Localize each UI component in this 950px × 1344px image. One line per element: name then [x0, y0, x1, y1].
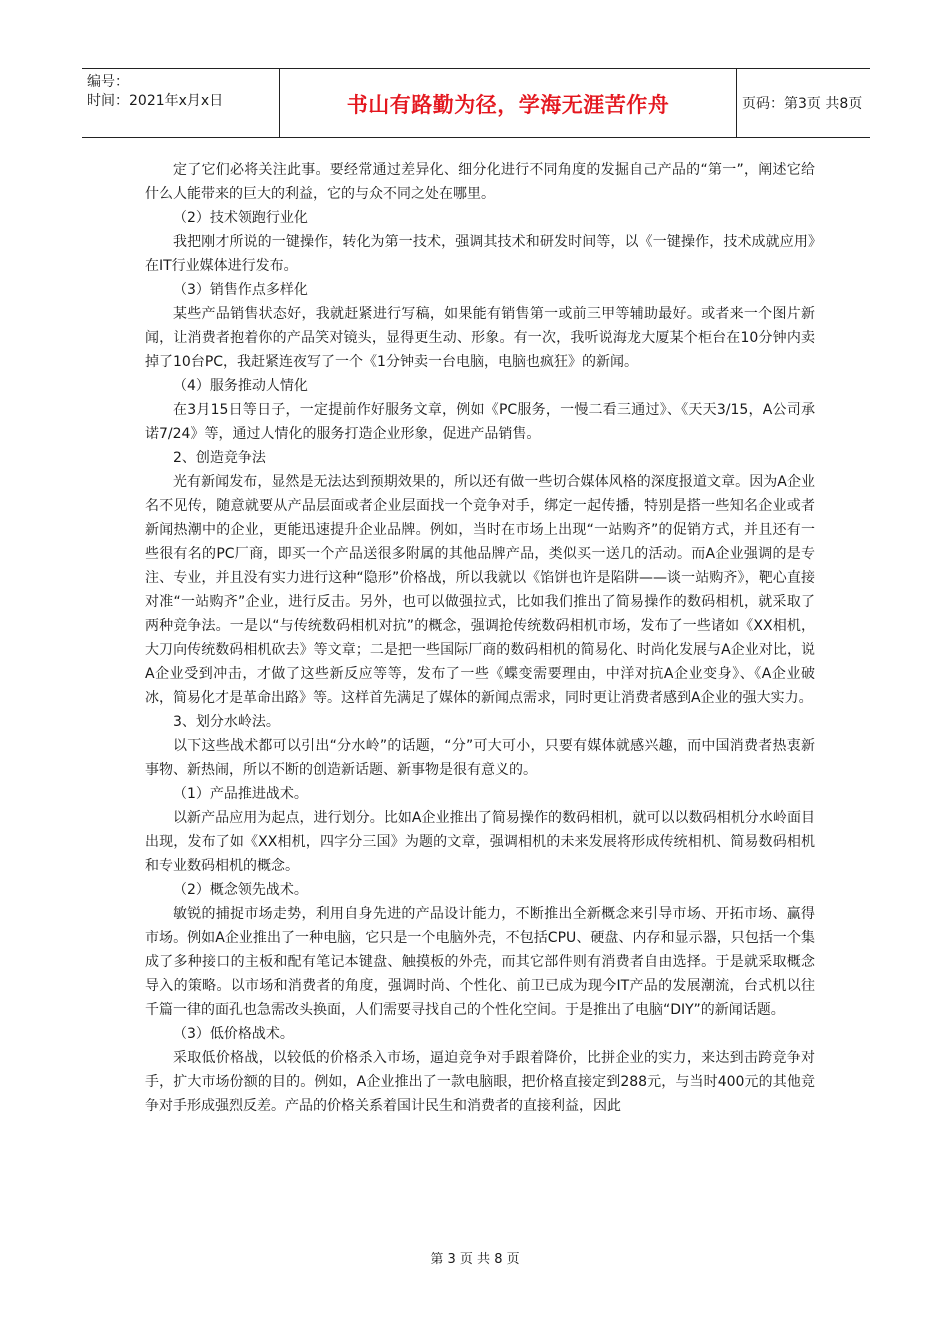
- header-motto: 书山有路勤为径，学海无涯苦作舟: [346, 93, 670, 117]
- section-heading: （2）技术领跑行业化: [173, 210, 308, 226]
- header-meta: [82, 69, 279, 137]
- page-header: [82, 68, 870, 138]
- section-heading: （1）产品推进战术。: [173, 786, 308, 802]
- document-date: 时间：2021年x月x日: [87, 93, 224, 109]
- section-heading: （2）概念领先战术。: [173, 882, 308, 898]
- section-heading: （3）销售作点多样化: [173, 282, 308, 298]
- section-heading: 3、划分水岭法。: [173, 714, 280, 730]
- document-number-label: 编号：: [87, 74, 129, 90]
- paragraph: 光有新闻发布，显然是无法达到预期效果的，所以还有做一些切合媒体风格的深度报道文章。因为A企业名不见传，随意就要从产品层面或者企业层面找一个竞争对手，绑定一起传播，特别是搭一些知名企业或者新闻热潮中的企业，更能迅速提升企业品牌。例如，当时在市场上出现“一站购齐”的促销方式，并且还有一些很有名的PC厂商，即买一个产品送很多附属的其他品牌产品，类似买一送几的活动。而A企业强调的是专注、专业，并且没有实力进行这种“隐形”价格战，所以我就以《馅饼也许是陷阱——谈一站购齐》，靶心直接对准“一站购齐”企业，进行反击。另外，也可以做强拉式，比如我们推出了简易操作的数码相机，就采取了两种竞争法。一是以“与传统数码相机对抗”的概念，强调抢传统数码相机市场，发布了一些诸如《XX相机，大刀向传统数码相机砍去》等文章；二是把一些国际厂商的数码相机的简易化、时尚化发展与A企业对比，说A企业受到冲击，才做了这些新反应等等，发布了一些《蝶变需要理由，中洋对抗A企业变身》、《A企业破冰，简易化才是革命出路》等。这样首先满足了媒体的新闻点需求，同时更让消费者感到A企业的强大实力。: [145, 474, 815, 706]
- paragraph: 某些产品销售状态好，我就赶紧进行写稿，如果能有销售第一或前三甲等辅助最好。或者来一个图片新闻，让消费者抱着你的产品笑对镜头，显得更生动、形象。有一次，我听说海龙大厦某个柜台在10分钟内卖掉了10台PC，我赶紧连夜写了一个《1分钟卖一台电脑，电脑也疯狂》的新闻。: [145, 306, 815, 370]
- body-content: [145, 158, 815, 1118]
- header-page-cell: [736, 69, 870, 137]
- paragraph: 定了它们必将关注此事。要经常通过差异化、细分化进行不同角度的发掘自己产品的“第一”，阐述它给什么人能带来的巨大的利益，它的与众不同之处在哪里。: [145, 162, 815, 202]
- paragraph: 我把刚才所说的一键操作，转化为第一技术，强调其技术和研发时间等，以《一键操作，技术成就应用》在IT行业媒体进行发布。: [145, 234, 815, 274]
- header-motto-cell: [279, 69, 737, 137]
- paragraph: 在3月15日等日子，一定提前作好服务文章，例如《PC服务，一慢二看三通过》、《天天3/15，A公司承诺7/24》等，通过人情化的服务打造企业形象，促进产品销售。: [145, 402, 815, 442]
- paragraph: 采取低价格战，以较低的价格杀入市场，逼迫竞争对手跟着降价，比拼企业的实力，来达到击跨竞争对手，扩大市场份额的目的。例如，A企业推出了一款电脑眼，把价格直接定到288元，与当时400元的其他竞争对手形成强烈反差。产品的价格关系着国计民生和消费者的直接利益，因此: [145, 1050, 815, 1114]
- section-heading: 2、创造竞争法: [173, 450, 266, 466]
- paragraph: 以下这些战术都可以引出“分水岭”的话题，“分”可大可小，只要有媒体就感兴趣，而中国消费者热衷新事物、新热闹，所以不断的创造新话题、新事物是很有意义的。: [145, 738, 815, 778]
- section-heading: （3）低价格战术。: [173, 1026, 294, 1042]
- section-heading: （4）服务推动人情化: [173, 378, 308, 394]
- header-page-info: 页码：第3页 共8页: [742, 96, 863, 112]
- paragraph: 敏锐的捕捉市场走势，利用自身先进的产品设计能力，不断推出全新概念来引导市场、开拓市场、赢得市场。例如A企业推出了一种电脑，它只是一个电脑外壳，不包括CPU、硬盘、内存和显示器，只包括一个集成了多种接口的主板和配有笔记本键盘、触摸板的外壳，而其它部件则有消费者自由选择。于是就采取概念导入的策略。以市场和消费者的角度，强调时尚、个性化、前卫已成为现今IT产品的发展潮流，台式机以往千篇一律的面孔也急需改头换面，人们需要寻找自己的个性化空间。于是推出了电脑“DIY”的新闻话题。: [145, 906, 815, 1018]
- paragraph: 以新产品应用为起点，进行划分。比如A企业推出了简易操作的数码相机，就可以以数码相机分水岭面目出现，发布了如《XX相机，四字分三国》为题的文章，强调相机的未来发展将形成传统相机、简易数码相机和专业数码相机的概念。: [145, 810, 815, 874]
- page-footer: 第 3 页 共 8 页: [430, 1252, 520, 1267]
